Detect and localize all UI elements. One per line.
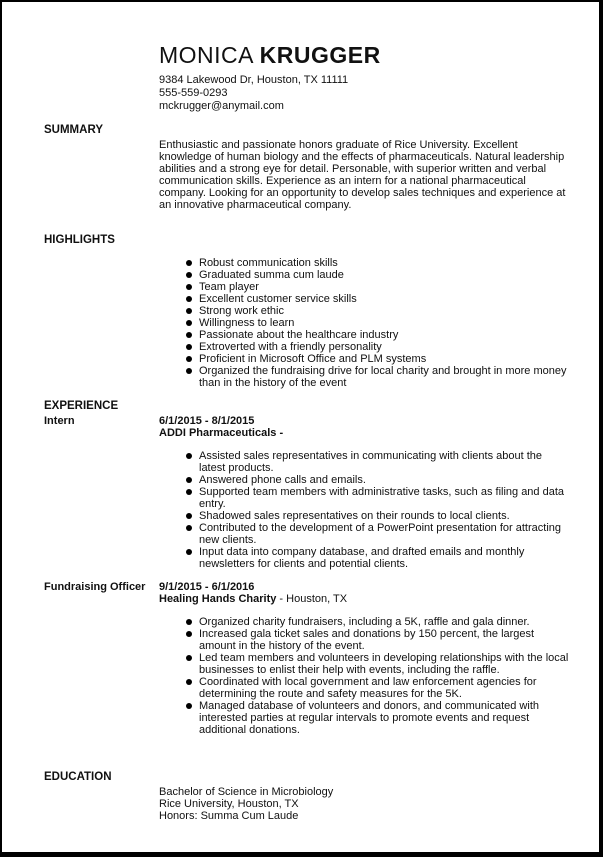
education-heading: EDUCATION <box>44 771 112 783</box>
honors: Honors: Summa Cum Laude <box>159 810 299 822</box>
experience-heading: EXPERIENCE <box>44 400 119 412</box>
list-item: Proficient in Microsoft Office and PLM systems <box>199 353 569 365</box>
address: 9384 Lakewood Dr, Houston, TX 11111 <box>159 74 349 86</box>
phone: 555-559-0293 <box>159 87 228 99</box>
last-name: KRUGGER <box>259 42 381 68</box>
job-employer <box>159 427 283 439</box>
job-bullets <box>199 616 569 736</box>
highlights-list <box>199 257 569 389</box>
highlights-heading: HIGHLIGHTS <box>44 234 115 246</box>
list-item: Passionate about the healthcare industry <box>199 329 569 341</box>
list-item: Extroverted with a friendly personality <box>199 341 569 353</box>
job-bullets <box>199 450 569 570</box>
list-item: Answered phone calls and emails. <box>199 474 569 486</box>
list-item: Excellent customer service skills <box>199 293 569 305</box>
list-item: Coordinated with local government and law enforcement agencies for determining the route and safety measures for the 5K. <box>199 676 569 700</box>
location: - Houston, TX <box>276 593 348 605</box>
list-item: Strong work ethic <box>199 305 569 317</box>
company: ADDI Pharmaceuticals <box>159 427 277 439</box>
email: mckrugger@anymail.com <box>159 100 284 112</box>
list-item: Increased gala ticket sales and donations by 150 percent, the largest amount in the history of the event. <box>199 628 569 652</box>
list-item: Contributed to the development of a PowerPoint presentation for attracting new clients. <box>199 522 569 546</box>
list-item: Input data into company database, and drafted emails and monthly newsletters for clients and potential clients. <box>199 546 569 570</box>
summary-text: Enthusiastic and passionate honors graduate of Rice University. Excellent knowledge of human biology and the effects of pharmaceuticals. Natural leadership abilities and a strong eye for detail. Personable, with superior written and verbal communication skills. Experience as an intern for a national pharmaceutical company. Looking for an opportunity to develop sales techniques and experience at an innovative pharmaceutical company. <box>159 139 566 211</box>
candidate-name <box>159 42 381 68</box>
list-item: Graduated summa cum laude <box>199 269 569 281</box>
list-item: Robust communication skills <box>199 257 569 269</box>
job-title: Fundraising Officer <box>44 581 146 593</box>
list-item: Organized the fundraising drive for local charity and brought in more money than in the history of the event <box>199 365 569 389</box>
company: Healing Hands Charity <box>159 593 277 605</box>
job-title: Intern <box>44 415 75 427</box>
list-item: Shadowed sales representatives on their rounds to local clients. <box>199 510 569 522</box>
job-dates: 9/1/2015 - 6/1/2016 <box>159 581 255 593</box>
list-item: Organized charity fundraisers, including a 5K, raffle and gala dinner. <box>199 616 569 628</box>
list-item: Led team members and volunteers in developing relationships with the local businesses to enlist their help with events, including the raffle. <box>199 652 569 676</box>
list-item: Assisted sales representatives in communicating with clients about the latest products. <box>199 450 569 474</box>
summary-heading: SUMMARY <box>44 124 103 136</box>
list-item: Willingness to learn <box>199 317 569 329</box>
location: - <box>276 427 284 439</box>
job-employer <box>159 593 347 605</box>
list-item: Managed database of volunteers and donors, and communicated with interested parties at regular intervals to promote events and request additional donations. <box>199 700 569 736</box>
list-item: Team player <box>199 281 569 293</box>
degree: Bachelor of Science in Microbiology <box>159 786 334 798</box>
first-name: MONICA <box>159 42 253 68</box>
list-item: Supported team members with administrative tasks, such as filing and data entry. <box>199 486 569 510</box>
job-dates: 6/1/2015 - 8/1/2015 <box>159 415 255 427</box>
school: Rice University, Houston, TX <box>159 798 299 810</box>
